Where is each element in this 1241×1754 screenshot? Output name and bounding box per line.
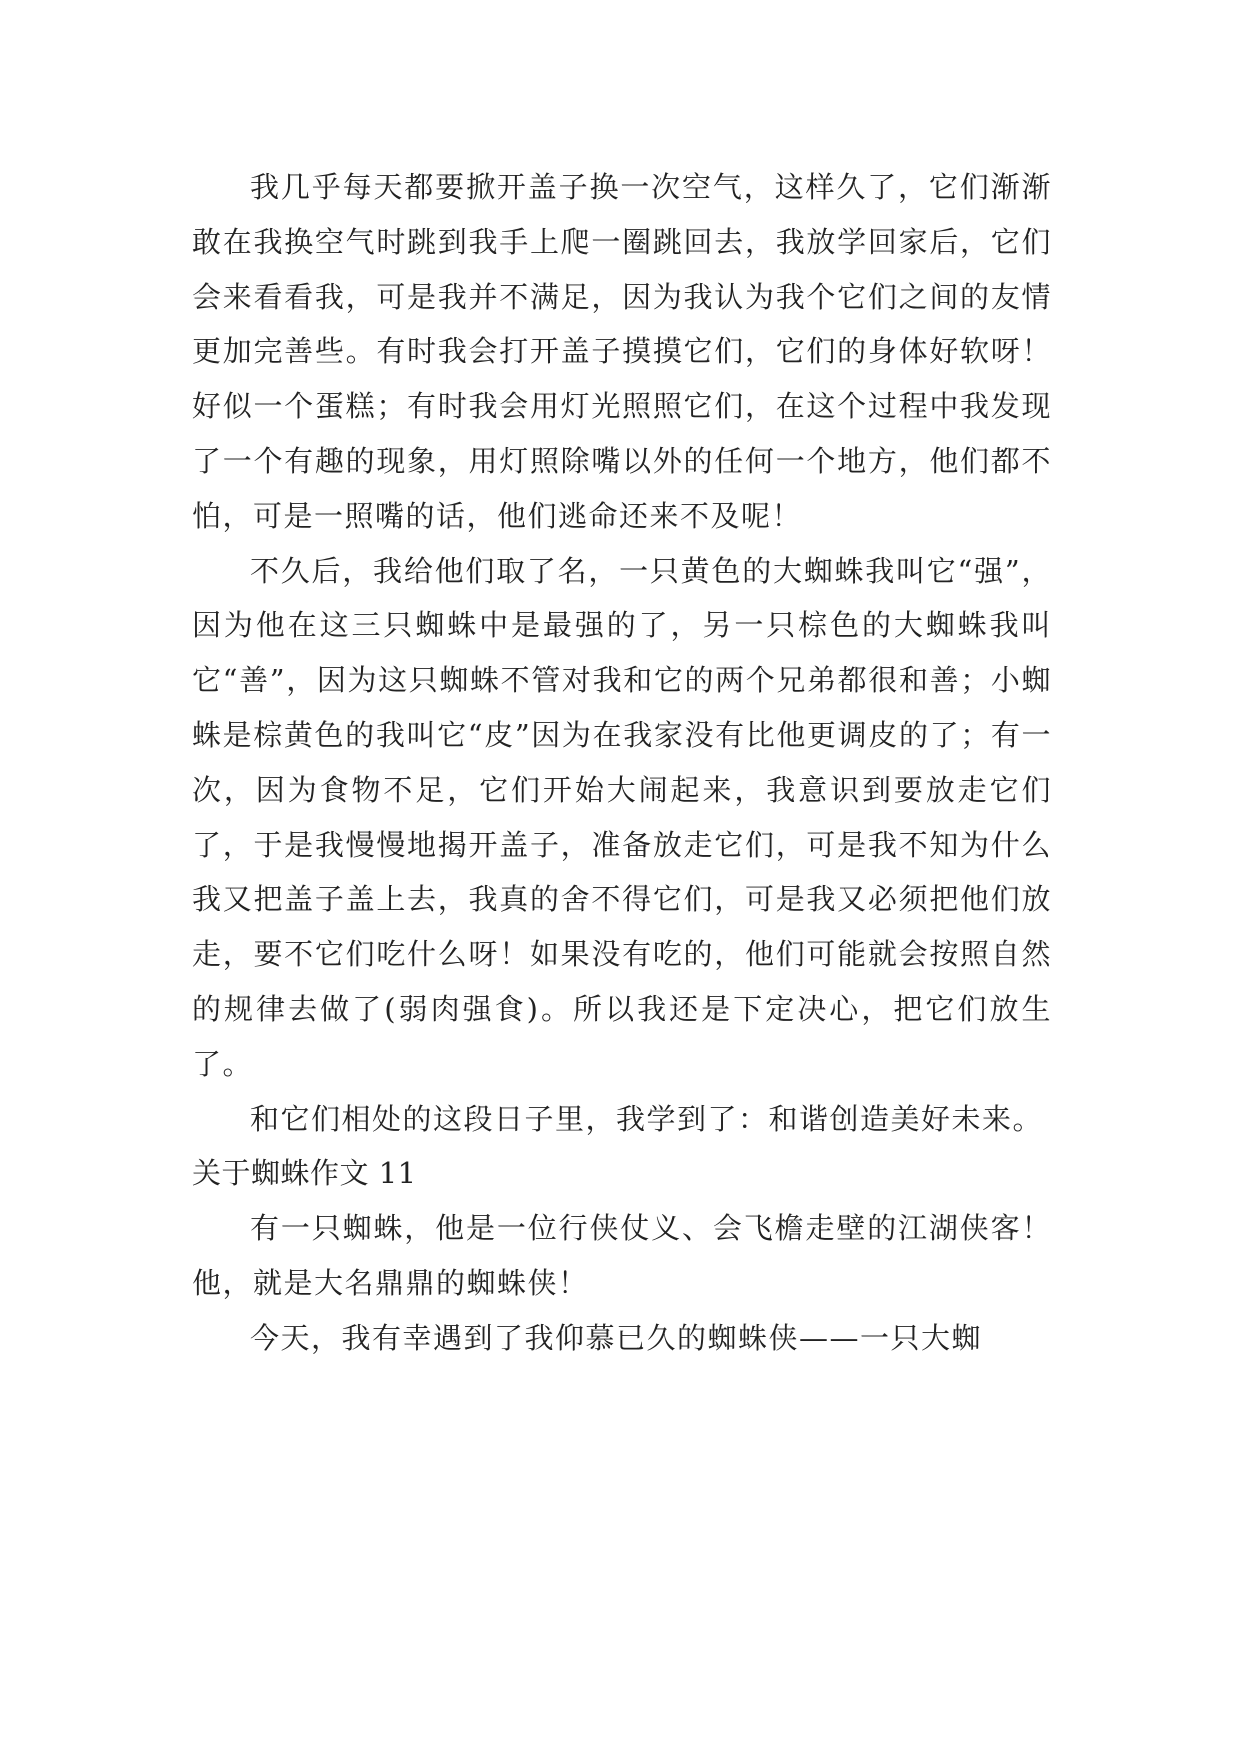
section-heading: 关于蜘蛛作文 11 — [192, 1156, 417, 1191]
paragraph-spiderman-meeting: 今天，我有幸遇到了我仰慕已久的蜘蛛侠——一只大蜘 — [250, 1320, 983, 1355]
paragraph-spiderman-intro: 有一只蜘蛛，他是一位行侠仗义、会飞檐走壁的江湖侠客！他，就是大名鼎鼎的蜘蛛侠！ — [192, 1211, 1052, 1300]
paragraph-lesson: 和它们相处的这段日子里，我学到了：和谐创造美好未来。 — [250, 1101, 1044, 1136]
paragraph-spider-care: 我几乎每天都要掀开盖子换一次空气，这样久了，它们渐渐敢在我换空气时跳到我手上爬一圈跳回去，我放学回家后，它们会来看看我，可是我并不满足，因为我认为我个它们之间的友情更加完善些。有时我会打开盖子摸摸它们，它们的身体好软呀！好似一个蛋糕；有时我会用灯光照照它们，在这个过程中我发现了一个有趣的现象，用灯照除嘴以外的任何一个地方，他们都不怕，可是一照嘴的话，他们逃命还来不及呢！ — [192, 170, 1052, 533]
document-page — [192, 160, 1052, 1366]
paragraph-spider-names: 不久后，我给他们取了名，一只黄色的大蜘蛛我叫它“强”，因为他在这三只蜘蛛中是最强的了，另一只棕色的大蜘蛛我叫它“善”，因为这只蜘蛛不管对我和它的两个兄弟都很和善；小蜘蛛是棕黄色的我叫它“皮”因为在我家没有比他更调皮的了；有一次，因为食物不足，它们开始大闹起来，我意识到要放走它们了，于是我慢慢地揭开盖子，准备放走它们，可是我不知为什么我又把盖子盖上去，我真的舍不得它们，可是我又必须把他们放走，要不它们吃什么呀！如果没有吃的，他们可能就会按照自然的规律去做了(弱肉强食)。所以我还是下定决心，把它们放生了。 — [192, 553, 1052, 1081]
